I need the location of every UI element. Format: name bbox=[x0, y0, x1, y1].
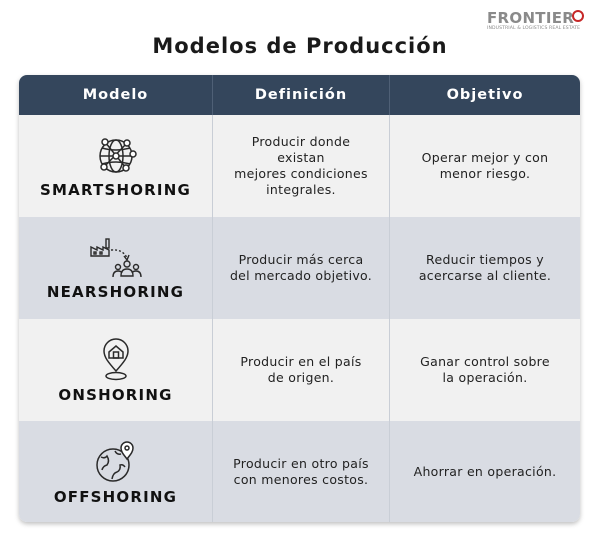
column-header-definition: Definición bbox=[212, 75, 389, 115]
column-header-model: Modelo bbox=[19, 75, 212, 115]
frontier-logo bbox=[487, 9, 595, 35]
model-cell bbox=[19, 115, 212, 217]
definition-cell: Producir más cerca del mercado objetivo. bbox=[212, 217, 389, 319]
page-title: Modelos de Producción bbox=[152, 34, 448, 58]
globe-pin-icon bbox=[93, 439, 139, 485]
model-cell bbox=[19, 217, 212, 319]
logo-ring-mark bbox=[572, 10, 584, 22]
objective-cell: Operar mejor y con menor riesgo. bbox=[389, 115, 580, 217]
model-name: OFFSHORING bbox=[53, 487, 178, 506]
column-header-objective: Objetivo bbox=[389, 75, 580, 115]
model-cell bbox=[19, 421, 212, 522]
objective-cell: Ganar control sobre la operación. bbox=[389, 319, 580, 421]
logo-tagline: INDUSTRIAL & LOGISTICS REAL ESTATE bbox=[487, 26, 581, 31]
definition-cell: Producir en el país de origen. bbox=[212, 319, 389, 421]
model-name: ONSHORING bbox=[58, 386, 173, 404]
model-name: NEARSHORING bbox=[46, 283, 185, 301]
definition-cell: Producir en otro país con menores costos. bbox=[212, 421, 389, 522]
objective-cell: Ahorrar en operación. bbox=[389, 421, 580, 522]
model-cell bbox=[19, 319, 212, 421]
logo-word: FRONTIER bbox=[487, 9, 575, 27]
globe-network-icon bbox=[93, 134, 139, 178]
objective-cell: Reducir tiempos y acercarse al cliente. bbox=[389, 217, 580, 319]
production-models-table bbox=[19, 75, 580, 522]
location-pin-house-icon bbox=[98, 337, 134, 383]
factory-to-people-icon bbox=[89, 236, 143, 280]
model-name: SMARTSHORING bbox=[40, 181, 191, 199]
definition-cell: Producir donde existan mejores condiciones integrales. bbox=[212, 115, 389, 217]
